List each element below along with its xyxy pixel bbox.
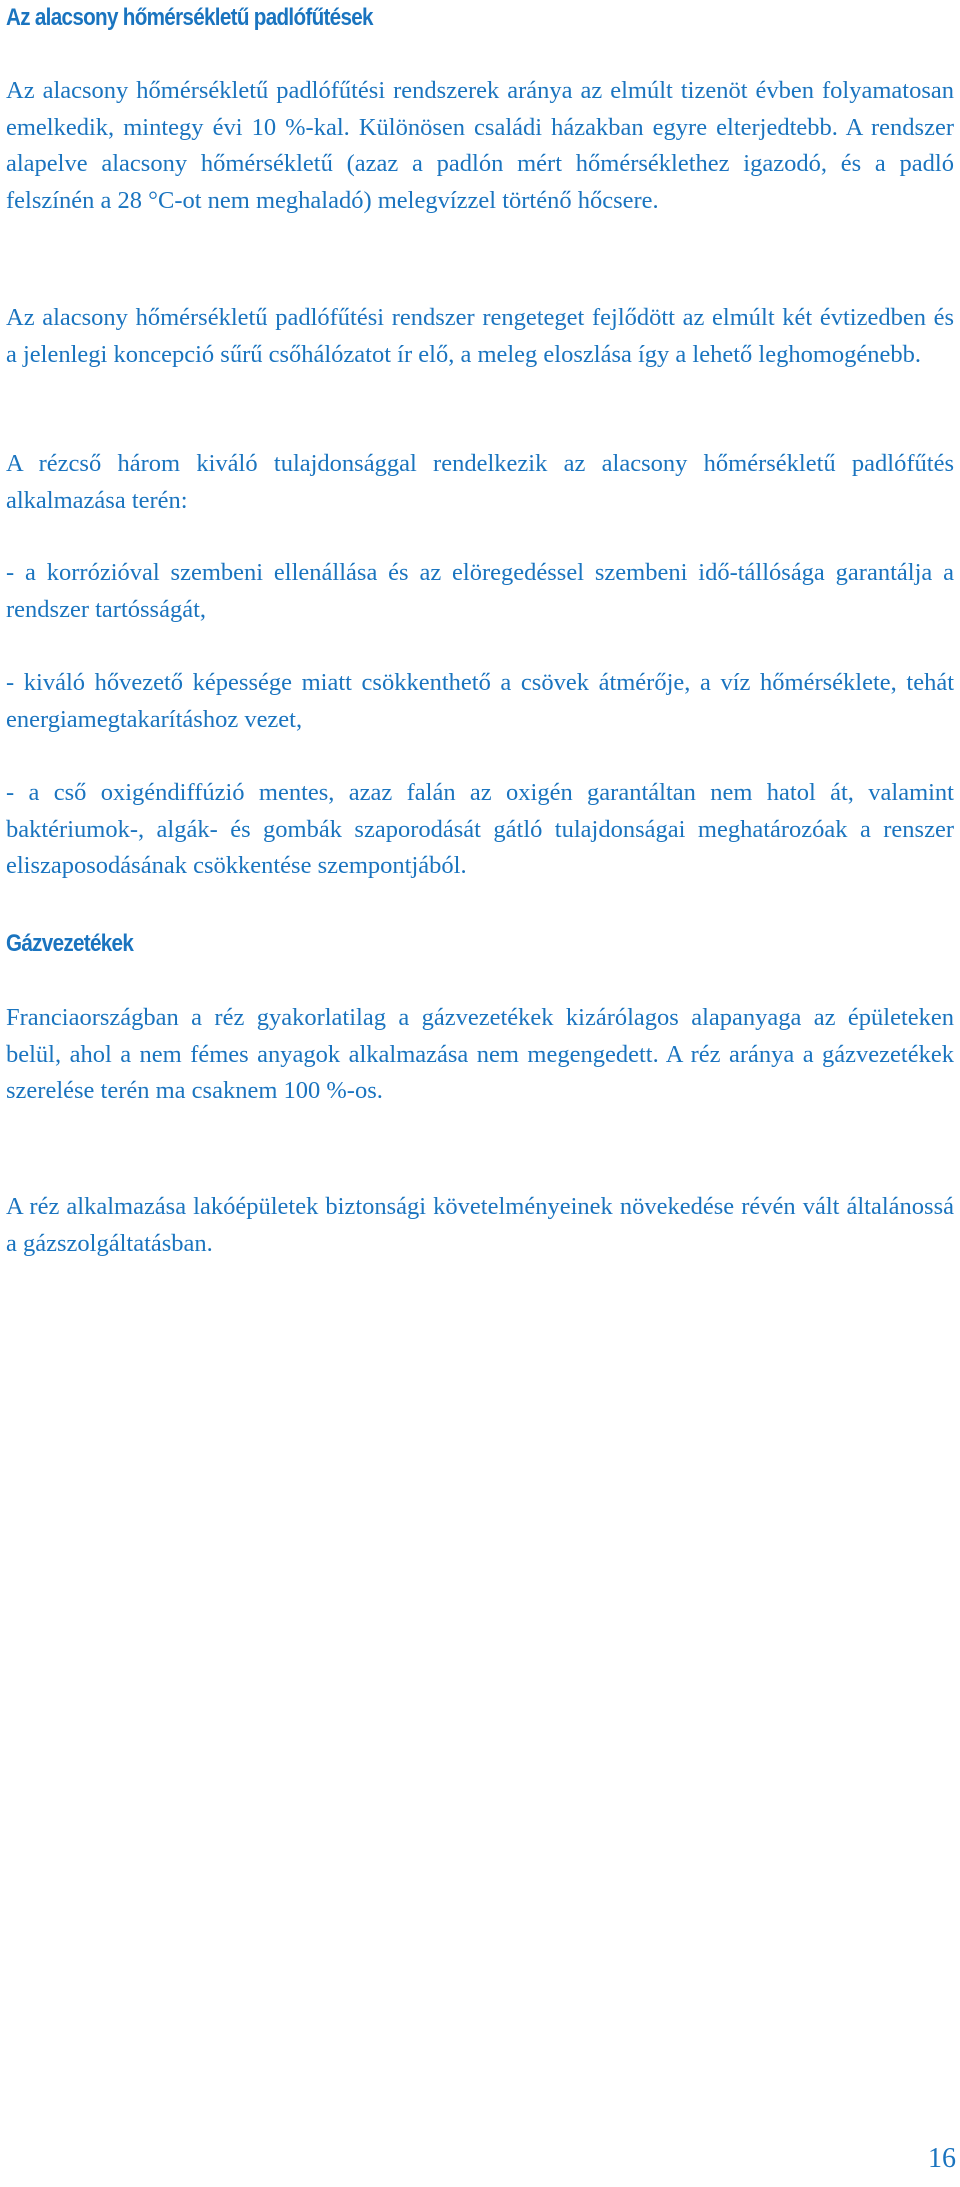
section-heading-gas-pipes: Gázvezetékek — [6, 930, 134, 957]
paragraph-copper-properties-intro: A rézcső három kiváló tulajdonsággal rendelkezik az alacsony hőmérsékletű padlófűtés alkalmazása terén: — [6, 450, 954, 514]
list-item-corrosion-resistance: - a korrózióval szembeni ellenállása és az elöregedéssel szembeni idő-tállósága garantálja a rendszer tartósságát, — [6, 559, 954, 623]
list-item-oxygen-diffusion: - a cső oxigéndiffúzió mentes, azaz falán az oxigén garantáltan nem hatol át, valamint baktériumok-, algák- és gombák szaporodását gátló tulajdonságai meghatározóak a renszer eliszaposodásának csökkentése szempontjából. — [6, 779, 954, 879]
section-heading-floor-heating: Az alacsony hőmérsékletű padlófűtések — [6, 4, 373, 31]
paragraph-gas-pipes-france: Franciaországban a réz gyakorlatilag a gázvezetékek kizárólagos alapanyaga az épületeken belül, ahol a nem fémes anyagok alkalmazása nem megengedett. A réz aránya a gázvezetékek szerelése terén ma csaknem 100 %-os. — [6, 1004, 954, 1104]
paragraph-gas-pipes-safety: A réz alkalmazása lakóépületek biztonsági követelményeinek növekedése révén vált általánossá a gázszolgáltatásban. — [6, 1193, 954, 1257]
page-number: 16 — [928, 2143, 956, 2174]
list-item-heat-conductivity: - kiváló hővezető képessége miatt csökkenthető a csövek átmérője, a víz hőmérséklete, tehát energiamegtakarításhoz vezet, — [6, 669, 954, 733]
paragraph-floor-heating-development: Az alacsony hőmérsékletű padlófűtési rendszer rengeteget fejlődött az elmúlt két évtizedben és a jelenlegi koncepció sűrű csőhálózatot ír elő, a meleg eloszlása így a lehető leghomogénebb. — [6, 304, 954, 368]
paragraph-floor-heating-intro: Az alacsony hőmérsékletű padlófűtési rendszerek aránya az elmúlt tizenöt évben folyamatosan emelkedik, mintegy évi 10 %-kal. Különösen családi házakban egyre elterjedtebb. A rendszer alapelve alacsony hőmérsékletű (azaz a padlón mért hőmérséklethez igazodó, és a padló felszínén a 28 °C-ot nem meghaladó) melegvízzel történő hőcsere. — [6, 77, 954, 214]
